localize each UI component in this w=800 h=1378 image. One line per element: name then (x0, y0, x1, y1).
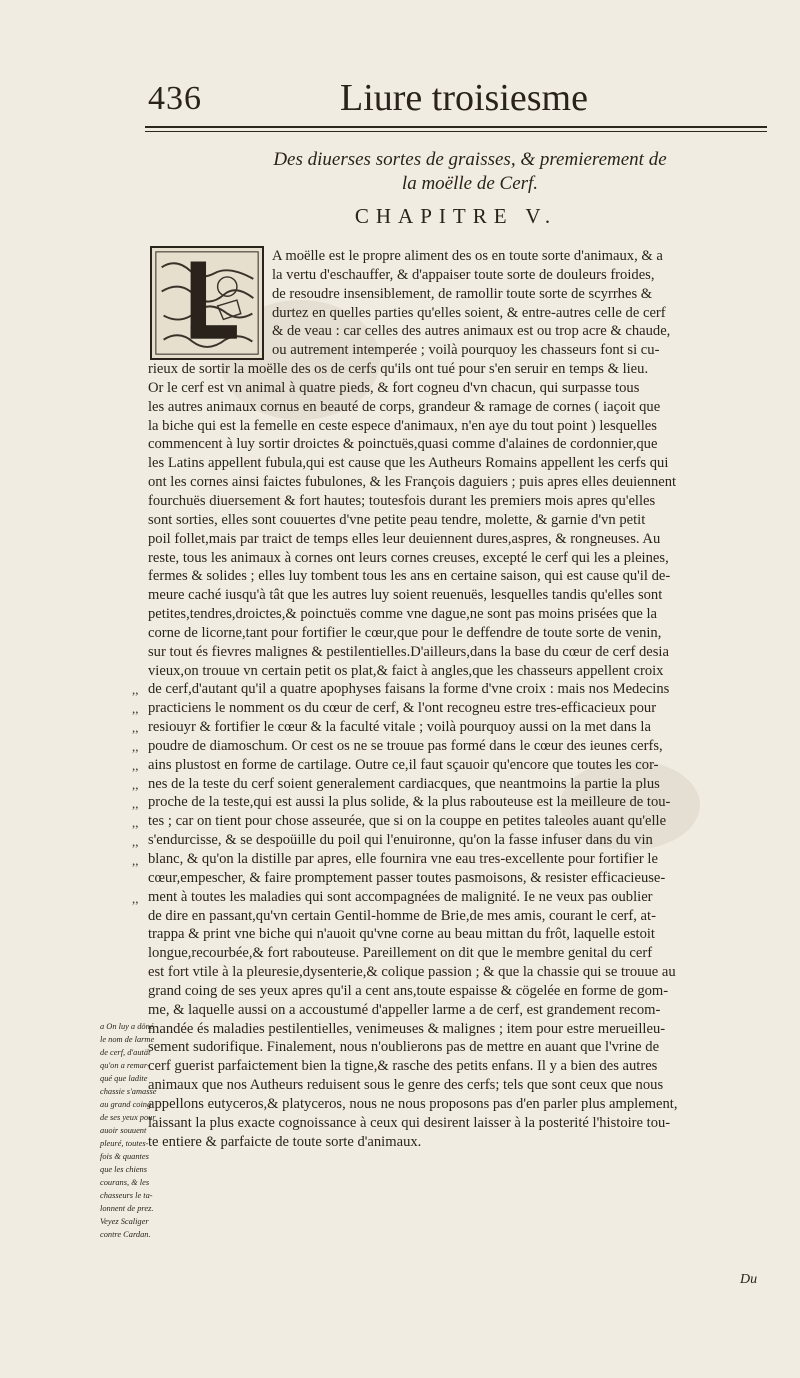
margin-note-line: de cerf, d'autät (100, 1048, 151, 1057)
margin-note-line: chassie s'amasse (100, 1087, 157, 1096)
quote-mark: ,, (132, 834, 139, 849)
text-line: corne de licorne,tant pour fortifier le cœur,que pour le deffendre de toute sorte de venin, (148, 624, 662, 641)
margin-note-line: que les chiens (100, 1165, 147, 1174)
margin-note-line: qué que ladite (100, 1074, 148, 1083)
margin-note-line: lonnent de prez. (100, 1204, 154, 1213)
text-line: ou autrement intemperée ; voilà pourquoy les chasseurs font si cu- (272, 342, 660, 359)
page-number: 436 (148, 80, 202, 117)
margin-note-line: au grand coing (100, 1100, 152, 1109)
text-line: de dire en passant,qu'vn certain Gentil-homme de Brie,de mes amis, courant le cerf, at- (148, 907, 656, 924)
quote-mark: ,, (132, 682, 139, 697)
text-line: cœur,empescher, & faire promptement passer toutes pasmoisons, & resister efficacieuse- (148, 869, 666, 886)
quote-mark: ,, (132, 720, 139, 735)
text-line: ont les cornes ainsi faictes fubulones, & les François daguiers ; puis apres elles deuiennent (148, 474, 677, 491)
margin-note-line: pleuré, toutes- (100, 1139, 149, 1148)
text-line: la biche qui est la femelle en ceste espece d'animaux, n'en aye du tout point ) lesquelles (148, 417, 657, 434)
text-line: meure caché iusqu'à tât que les autres luy soient reuenuës, lesquelles tandis qu'elles sont (148, 587, 663, 604)
header-rule-thin (145, 131, 767, 132)
text-line: rieux de sortir la moëlle des os de cerfs qu'ils ont tué pour s'en seruir en temps & lieu. (148, 361, 649, 378)
text-line: poil follet,mais par traict de temps elles leur deuiennent dures,aspres, & rongneuses. Au (148, 530, 661, 547)
text-line: ains plustost en forme de cartilage. Outre ce,il faut sçauoir qu'encore que toutes les cor- (148, 756, 659, 773)
text-line: longue,recourbée,& fort rabouteuse. Pareillement on dit que le membre genital du cerf (148, 945, 653, 962)
margin-note-line: auoir souuent (100, 1126, 147, 1135)
section-title-line-2: la moëlle de Cerf. (401, 173, 539, 194)
text-line: de cerf,d'autant qu'il a quatre apophyses faisans la forme d'vne croix : mais nos Medecins (148, 681, 670, 698)
quote-mark: ,, (132, 815, 139, 830)
text-line: sont sorties, elles sont couuertes d'vne petite peau tendre, molette, & garnie d'vn petit (148, 511, 646, 528)
text-line: mandée és maladies pestilentielles, venimeuses & malignes ; item pour estre merueilleu- (148, 1020, 666, 1037)
text-line: nes de la teste du cerf soient generalement cardiacques, que neantmoins la partie la plus (148, 775, 660, 792)
quote-mark: ,, (132, 739, 139, 754)
text-line: te entiere & parfaicte de toute sorte d'animaux. (148, 1133, 422, 1150)
quote-mark: ,, (132, 701, 139, 716)
text-line: fourchuës diuersement & fort hautes; toutesfois durant les premiers mois apres qu'elles (148, 492, 656, 509)
text-line: est fort vtile à la pleuresie,dysenterie,& colique passion ; & que la chassie qui se trouue au (148, 964, 676, 981)
text-line: grand coing de ses yeux apres qu'il a cent ans,toute espaisse & cögelée en forme de gom- (148, 982, 669, 999)
text-line: petites,tendres,droictes,& poinctuës comme vne dague,ne sont pas moins prisées que la (148, 606, 658, 623)
text-line: resiouyr & fortifier le cœur & la faculté vitale ; voilà pourquoy aussi on la met dans la (148, 719, 651, 736)
text-line: trappa & print vne biche qui n'auoit qu'vne corne au beau mittan du frôt, laquelle estoit (148, 926, 655, 943)
text-line: animaux que nos Autheurs reduisent sous le genre des cerfs; tels que sont ceux que nous (148, 1077, 664, 1094)
text-line: & de veau : car celles des autres animaux est ou trop acre & chaude, (272, 323, 671, 340)
text-line: durtez en quelles parties qu'elles soient, & entre-autres celle de cerf (272, 304, 666, 321)
quote-mark: ,, (132, 758, 139, 773)
chapter-body (148, 247, 769, 1152)
margin-note-line: contre Cardan. (100, 1230, 151, 1239)
text-line: proche de la teste,qui est aussi la plus solide, & la plus rabouteuse est la meilleure de tou- (148, 794, 671, 811)
margin-note-line: fois & quantes (100, 1152, 149, 1161)
text-line: me, & laquelle aussi on a accoustumé d'appeller larme a de cerf, est grandement recom- (148, 1001, 661, 1018)
text-line: commencent à luy sortir droictes & poinctuës,quasi comme d'alaines de cordonnier,que (148, 436, 658, 453)
running-title: Liure troisiesme (340, 77, 588, 119)
text-line: laissant la plus exacte cognoissance à ceux qui desirent laisser à la posterité l'histoire tou- (148, 1114, 671, 1131)
text-line: poudre de diamoschum. Or cest os ne se trouue pas formé dans le cœur des ieunes cerfs, (148, 737, 663, 754)
quote-mark: ,, (132, 777, 139, 792)
text-line: reste, tous les animaux à cornes ont leurs cornes creuses, excepté le cerf qui les a pleines, (148, 549, 669, 566)
chapter-heading: CHAPITRE V. (354, 204, 558, 228)
quote-mark: ,, (132, 796, 139, 811)
text-line: les autres animaux cornus en beauté de corps, grandeur & ramage de cornes ( iaçoit que (148, 398, 661, 415)
text-line: practiciens le nomment os du cœur de cerf, & l'ont recogneu estre tres-efficacieux pour (148, 700, 657, 717)
margin-note-line: chasseurs le ta- (100, 1191, 153, 1200)
marginal-note (100, 1020, 157, 1241)
text-line: appellons eutyceros,& platyceros, nous ne nous proposons pas d'en parler plus amplement, (148, 1095, 678, 1112)
margin-note-line: courans, & les (100, 1178, 150, 1187)
text-line: la vertu d'eschauffer, & d'appaiser toute sorte de douleurs froides, (272, 266, 655, 283)
text-line: Or le cerf est vn animal à quatre pieds, & fort cogneu d'vn chacun, qui surpasse tous (148, 379, 640, 396)
text-line: tes ; car on tient pour chose asseurée, que si on la couppe en petites taleoles auant qu'elle (148, 813, 667, 830)
margin-note-line: Veyez Scaliger (100, 1217, 149, 1226)
catchword: Du (740, 1272, 758, 1287)
text-line: blanc, & qu'on la distille par apres, elle fournira vne eau tres-excellente pour fortifier le (148, 851, 658, 867)
margin-note-line: de ses yeux pour (100, 1113, 156, 1122)
quote-mark: ,, (132, 853, 139, 868)
quote-mark: ,, (132, 891, 139, 906)
text-line: cerf guerist parfaictement bien la tigne,& rasche des petits enfans. Il y a bien des autres (148, 1058, 658, 1075)
text-line: s'endurcisse, & se despoüille du poil qui l'enuironne, qu'on la fasse infuser dans du vin (148, 832, 653, 849)
text-line: sur tout és fievres malignes & pestilentielles.D'ailleurs,dans la base du cœur de cerf desia (148, 643, 669, 660)
text-line: A moëlle est le propre aliment des os en toute sorte d'animaux, & a (272, 248, 663, 264)
margin-note-line: le nom de larme (100, 1035, 155, 1044)
text-line: fermes & solides ; elles luy tombent tous les ans en certaine saison, qui est cause qu'il de- (148, 568, 671, 585)
text-line: les Latins appellent fubula,qui est cause que les Autheurs Romains appellent les cerfs qui (148, 455, 669, 472)
section-title-line-1: Des diuerses sortes de graisses, & premierement de (273, 149, 667, 170)
header-rule (145, 126, 767, 128)
margin-note-line: a On luy a döné (100, 1022, 154, 1031)
text-line: ment à toutes les maladies qui sont accompagnées de malignité. Ie ne veux pas oublier (148, 888, 653, 905)
margin-note-line: qu'on a remar- (100, 1061, 150, 1070)
text-line: de resoudre insensiblement, de ramollir toute sorte de scyrrhes & (272, 285, 653, 302)
text-line: vieux,on trouue vn certain petit os plat,& faict à angles,que les chasseurs appellent croix (148, 662, 664, 679)
text-line: sement sudorifique. Finalement, nous n'oublierons pas de mettre en auant que l'vrine de (148, 1039, 660, 1056)
